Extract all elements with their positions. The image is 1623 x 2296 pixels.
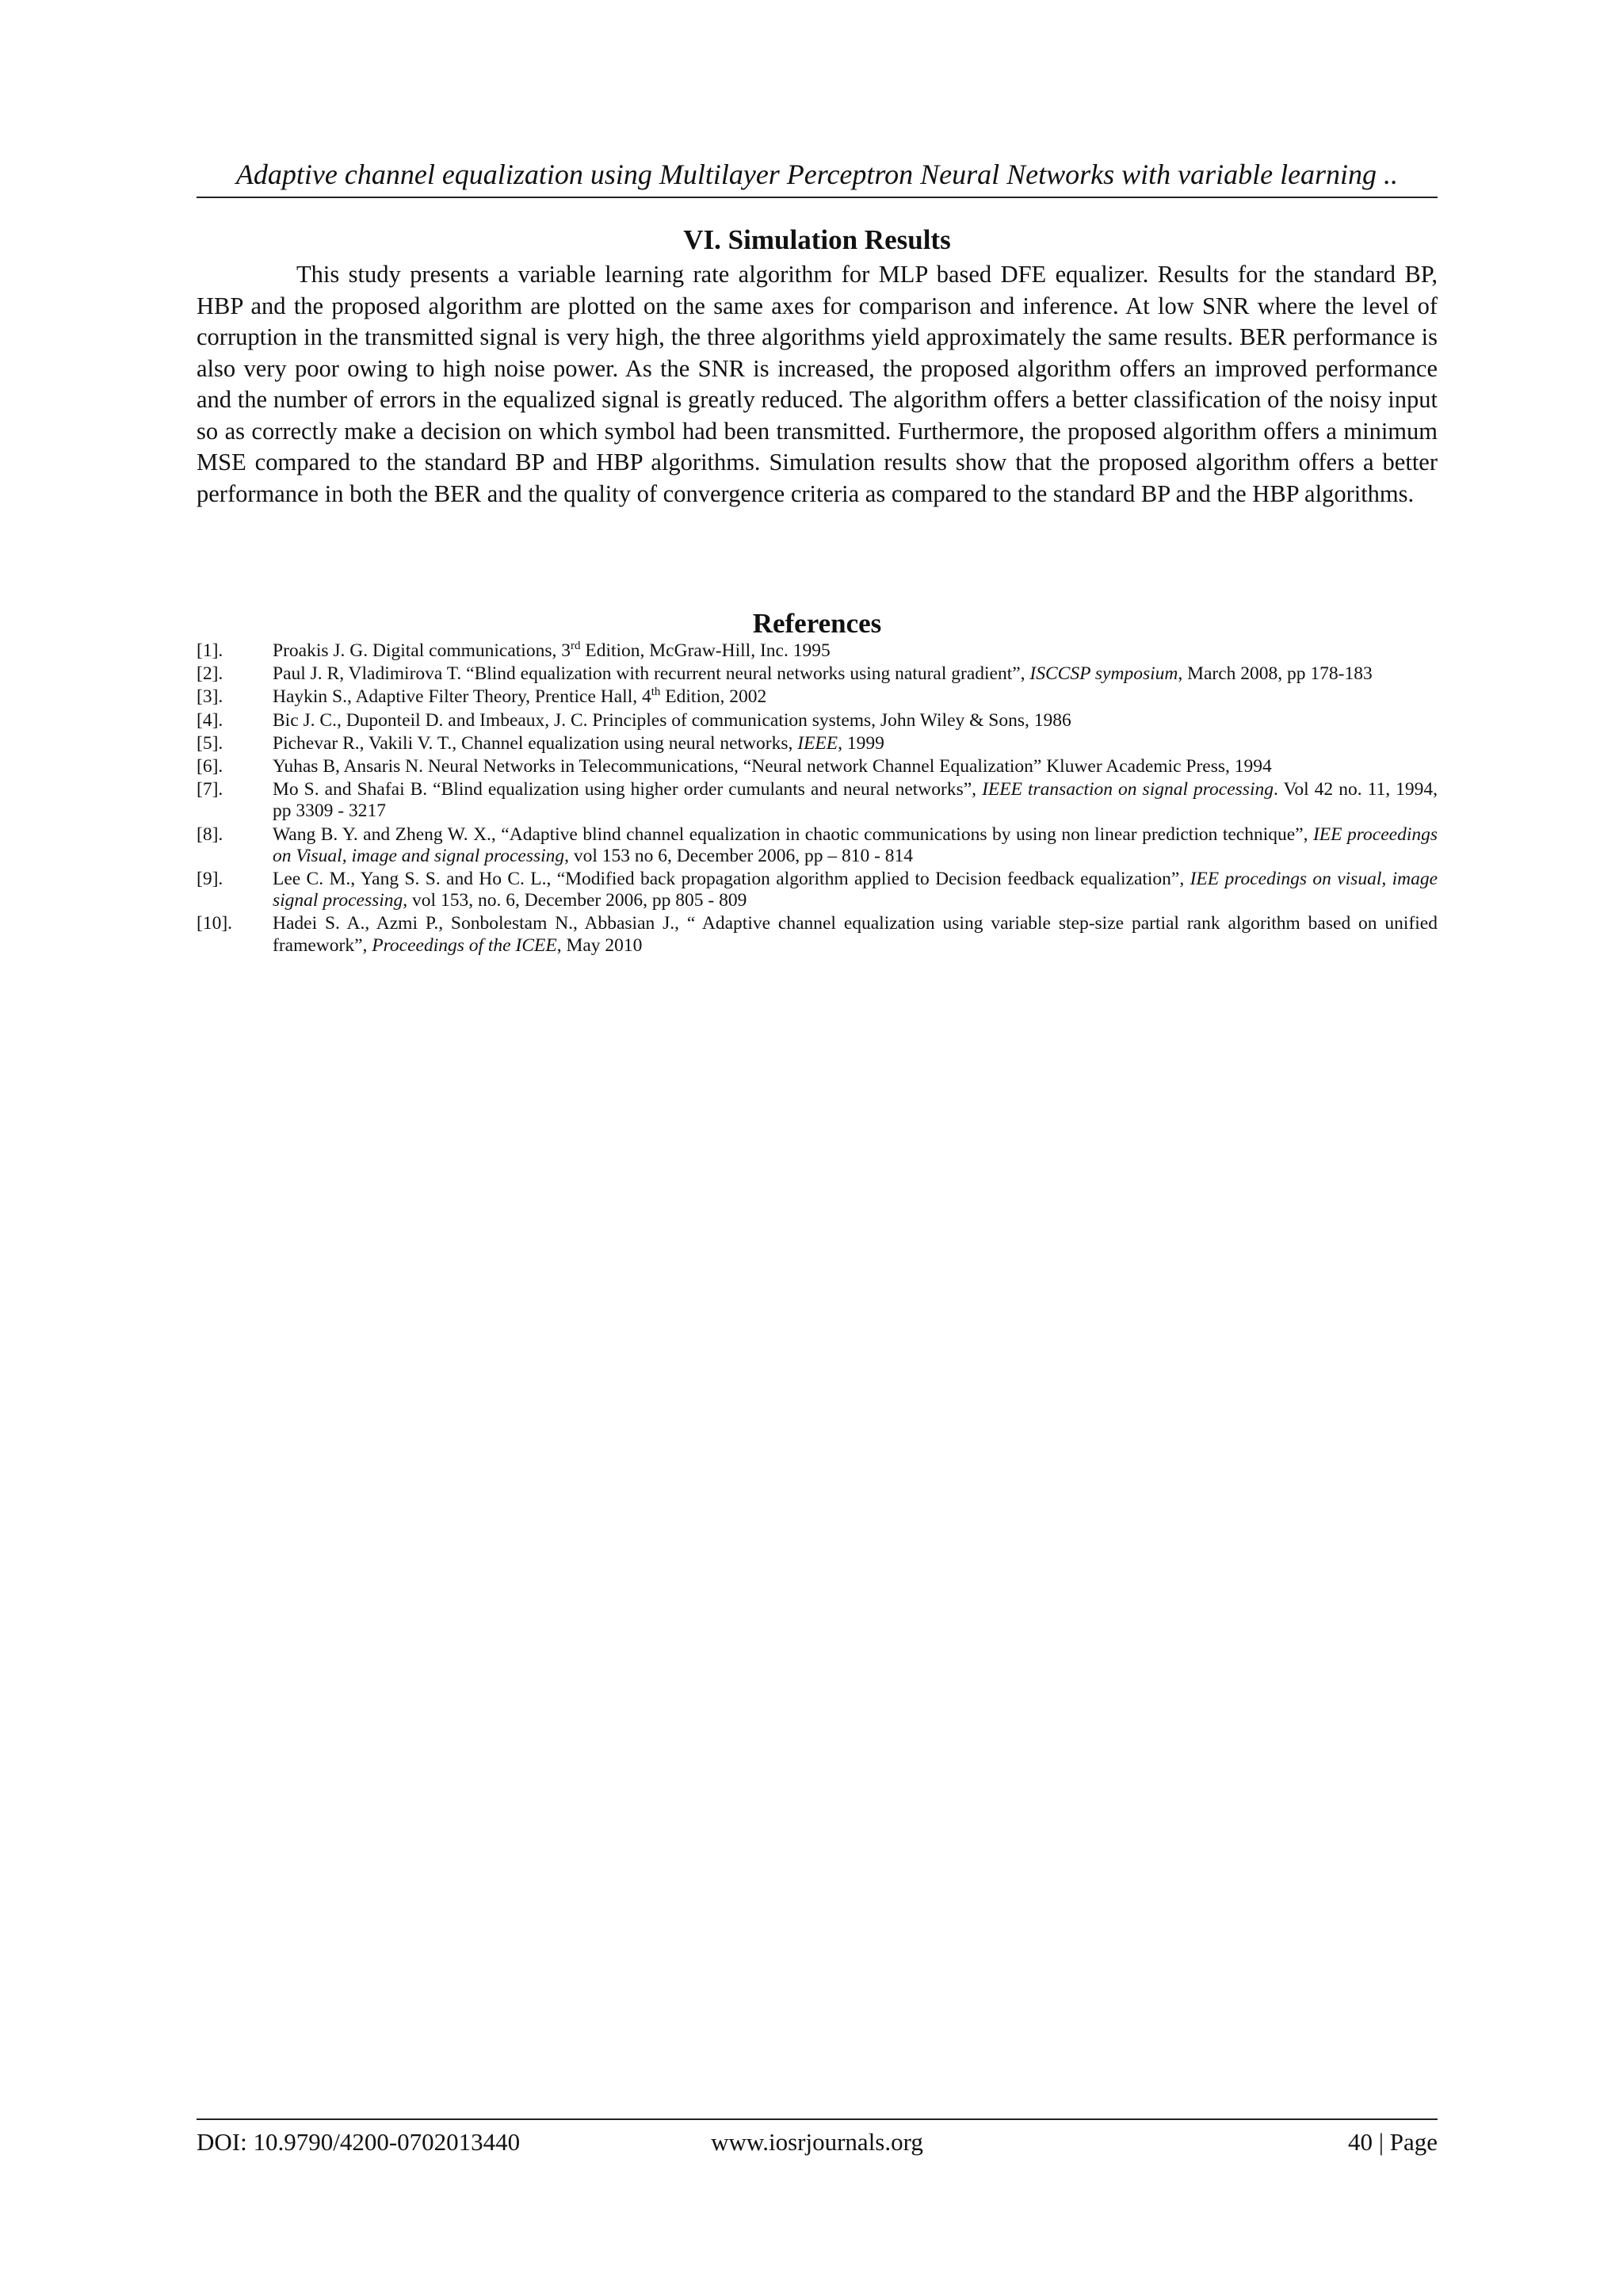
reference-superscript: th — [651, 686, 661, 699]
reference-venue: ISCCSP symposium — [1029, 663, 1178, 685]
reference-segment: , vol 153, no. 6, December 2006, pp 805 - 809 — [403, 890, 747, 911]
reference-segment: Wang B. Y. and Zheng W. X., “Adaptive blind channel equalization in chaotic communications by using non linear prediction technique”, — [273, 823, 1313, 845]
footer-page-number: 40 | Page — [1348, 2128, 1438, 2156]
footer-website: www.iosrjournals.org — [711, 2128, 923, 2156]
reference-item — [197, 710, 1438, 732]
reference-item — [197, 779, 1438, 822]
reference-text — [273, 824, 1438, 867]
reference-segment: Edition, 2002 — [660, 686, 767, 708]
reference-segment: , March 2008, pp 178-183 — [1178, 663, 1373, 685]
reference-venue: IEEE transaction on signal processing — [982, 779, 1274, 800]
reference-text — [273, 779, 1438, 822]
reference-segment: Yuhas B, Ansaris N. Neural Networks in Telecommunications, “Neural network Channel Equalization” Kluwer Academic Press, 1994 — [273, 756, 1272, 777]
reference-text — [273, 710, 1438, 732]
reference-venue: Proceedings of the ICEE — [372, 934, 557, 956]
reference-number: [1]. — [197, 640, 223, 661]
reference-segment: . Vol 42 no. 11, 1994, pp 3309 - 3217 — [273, 779, 1438, 822]
running-header: Adaptive channel equalization using Multilayer Perceptron Neural Networks with variable learning .. — [197, 155, 1438, 198]
reference-text — [273, 733, 1438, 755]
reference-number: [2]. — [197, 663, 223, 685]
reference-segment: Lee C. M., Yang S. S. and Ho C. L., “Modified back propagation algorithm applied to Decision feedback equalization”, — [273, 869, 1190, 890]
reference-segment: , vol 153 no 6, December 2006, pp – 810 - 814 — [564, 845, 914, 866]
reference-venue: IEE proceedings on Visual, image and signal processing — [273, 823, 1438, 866]
reference-item — [197, 913, 1438, 956]
reference-segment: , 1999 — [838, 732, 884, 754]
section-title: VI. Simulation Results — [683, 224, 951, 255]
footer-doi: DOI: 10.9790/4200-0702013440 — [197, 2128, 521, 2156]
reference-segment: Hadei S. A., Azmi P., Sonbolestam N., Abbasian J., “ Adaptive channel equalization using variable step-size partial rank algorithm based on unified framework”, — [273, 913, 1438, 956]
reference-segment: Haykin S., Adaptive Filter Theory, Prentice Hall, 4 — [273, 686, 651, 708]
reference-number: [10]. — [197, 913, 233, 934]
reference-list — [197, 640, 1438, 958]
reference-item — [197, 824, 1438, 867]
reference-number: [5]. — [197, 732, 223, 754]
reference-item — [197, 733, 1438, 755]
reference-segment: Proakis J. G. Digital communications, 3 — [273, 640, 571, 661]
reference-item — [197, 663, 1438, 685]
reference-number: [7]. — [197, 779, 223, 800]
reference-segment: Bic J. C., Duponteil D. and Imbeaux, J. C. Principles of communication systems, John Wiley & Sons, 1986 — [273, 709, 1071, 731]
reference-text — [273, 869, 1438, 911]
reference-text — [273, 913, 1438, 956]
reference-item — [197, 686, 1438, 708]
reference-item — [197, 869, 1438, 911]
reference-number: [3]. — [197, 686, 223, 708]
reference-number: [8]. — [197, 823, 223, 845]
reference-text — [273, 686, 1438, 708]
reference-segment: Edition, McGraw-Hill, Inc. 1995 — [580, 640, 831, 661]
reference-number: [9]. — [197, 869, 223, 890]
reference-text — [273, 640, 1438, 662]
reference-number: [4]. — [197, 709, 223, 731]
references-title: References — [752, 608, 882, 639]
reference-segment: Pichevar R., Vakili V. T., Channel equalization using neural networks, — [273, 732, 798, 754]
reference-text — [273, 663, 1438, 685]
reference-segment: Paul J. R, Vladimirova T. “Blind equalization with recurrent neural networks using natural gradient”, — [273, 663, 1030, 685]
reference-item — [197, 756, 1438, 777]
page-footer — [197, 2118, 1438, 2161]
simulation-results-paragraph — [197, 259, 1438, 510]
paragraph-text: This study presents a variable learning rate algorithm for MLP based DFE equalizer. Results for the standard BP, HBP and the proposed algorithm are plotted on the same axes for comparison and inference. At low SNR where the level of corruption in the transmitted signal is very high, the three algorithms yield approximately the same results. BER performance is also very poor owing to high noise power. As the SNR is increased, the proposed algorithm offers an improved performance and the number of errors in the equalized signal is greatly reduced. The algorithm offers a better classification of the noisy input so as correctly make a decision on which symbol had been transmitted. Furthermore, the proposed algorithm offers a minimum MSE compared to the standard BP and HBP algorithms. Simulation results show that the proposed algorithm offers a better performance in both the BER and the quality of convergence criteria as compared to the standard BP and the HBP algorithms. — [197, 261, 1438, 507]
reference-venue: IEE procedings on visual, image signal processing — [273, 869, 1438, 911]
reference-item — [197, 640, 1438, 662]
reference-segment: , May 2010 — [556, 934, 643, 956]
reference-number: [6]. — [197, 756, 223, 777]
reference-text — [273, 756, 1438, 777]
reference-superscript: rd — [570, 640, 581, 653]
reference-venue: IEEE — [797, 732, 838, 754]
reference-segment: Mo S. and Shafai B. “Blind equalization using higher order cumulants and neural networks”, — [273, 779, 983, 800]
